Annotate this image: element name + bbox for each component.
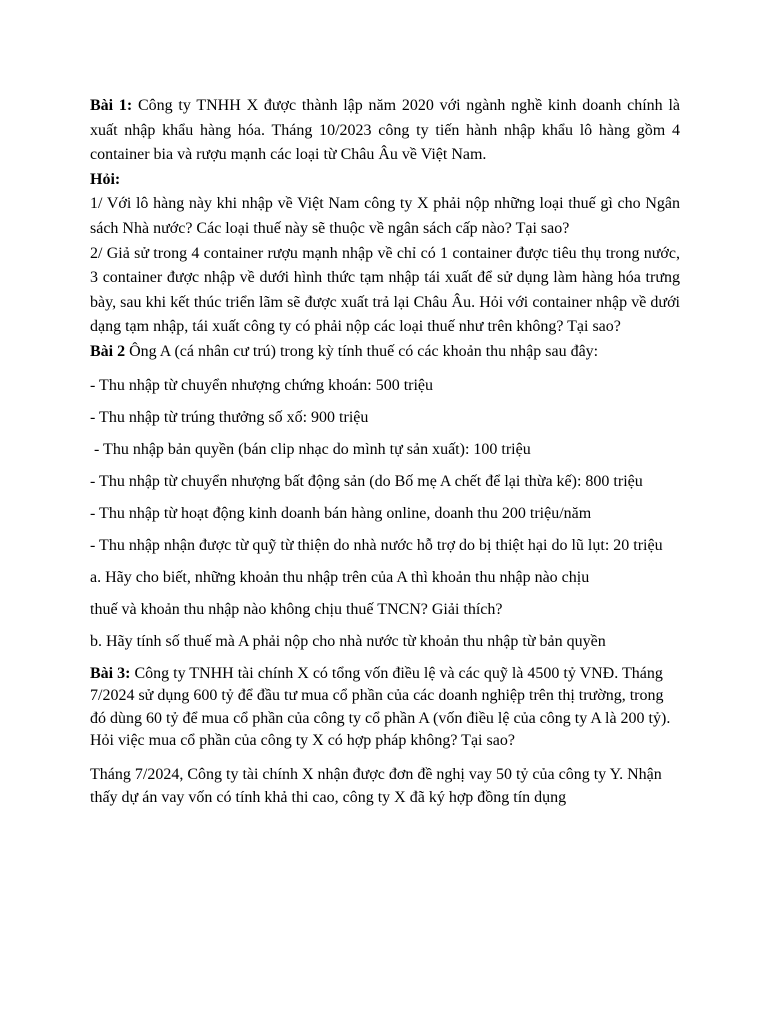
bai3-label: Bài 3: [90,664,131,682]
bai1-paragraph [90,94,680,168]
bai1-text: Công ty TNHH X được thành lập năm 2020 với ngành nghề kinh doanh chính là xuất nhập khẩu hàng hóa. Tháng 10/2023 công ty tiến hành nhập khẩu lô hàng gồm 4 container bia và rượu mạnh các loại từ Châu Âu về Việt Nam. [90,97,680,164]
bai2-question-a-line1: a. Hãy cho biết, những khoản thu nhập trên của A thì khoản thu nhập nào chịu [90,568,590,586]
bai2-item-online-business: - Thu nhập từ hoạt động kinh doanh bán hàng online, doanh thu 200 triệu/năm [90,504,592,522]
bai2-item-real-estate: - Thu nhập từ chuyển nhượng bất động sản (do Bố mẹ A chết để lại thừa kế): 800 triệu [90,472,643,490]
bai1-question-1: 1/ Với lô hàng này khi nhập về Việt Nam công ty X phải nộp những loại thuế gì cho Ngân sách Nhà nước? Các loại thuế này sẽ thuộc về ngân sách cấp nào? Tại sao? [90,195,680,237]
bai3-text: Công ty TNHH tài chính X có tổng vốn điều lệ và các quỹ là 4500 tỷ VNĐ. Tháng 7/2024 sử dụng 600 tỷ để đầu tư mua cổ phần của các doanh nghiệp trên thị trường, trong đó dùng 60 tỷ để mua cổ phần của công ty cổ phần A (vốn điều lệ của công ty A là 200 tỷ). Hỏi việc mua cổ phần của công ty X có hợp pháp không? Tại sao? [90,664,671,750]
bai3-paragraph [90,663,680,753]
bai1-label: Bài 1: [90,97,133,114]
bai1-question-2: 2/ Giả sử trong 4 container rượu mạnh nhập về chỉ có 1 container được tiêu thụ trong nước, 3 container được nhập về dưới hình thức tạm nhập tái xuất để sử dụng làm hàng hóa trưng bày, sau khi kết thúc triển lãm sẽ được xuất trả lại Châu Âu. Hỏi với container nhập về dưới dạng tạm nhập, tái xuất công ty có phải nộp các loại thuế như trên không? Tại sao? [90,244,680,336]
bai2-intro-paragraph [90,340,680,365]
bai2-label: Bài 2 [90,342,126,360]
hoi-heading [90,168,680,193]
bai2-item-lottery: - Thu nhập từ trúng thưởng số xố: 900 triệu [90,408,369,426]
bai3-paragraph-2: Tháng 7/2024, Công ty tài chính X nhận được đơn đề nghị vay 50 tỷ của công ty Y. Nhận thấy dự án vay vốn có tính khả thi cao, công ty X đã ký hợp đồng tín dụng [90,765,662,806]
bai2-intro: Ông A (cá nhân cư trú) trong kỳ tính thuế có các khoản thu nhập sau đây: [125,342,599,360]
bai2-item-stock: - Thu nhập từ chuyển nhượng chứng khoán: 500 triệu [90,376,434,394]
bai2-question-b: b. Hãy tính số thuế mà A phải nộp cho nhà nước từ khoản thu nhập từ bản quyền [90,632,606,650]
bai2-item-charity: - Thu nhập nhận được từ quỹ từ thiện do nhà nước hỗ trợ do bị thiệt hại do lũ lụt: 20 triệu [90,536,663,554]
hoi-label: Hỏi: [90,170,121,188]
bai2-item-copyright: - Thu nhập bản quyền (bán clip nhạc do mình tự sản xuất): 100 triệu [90,440,531,458]
bai2-question-a-line2: thuế và khoản thu nhập nào không chịu thuế TNCN? Giải thích? [90,600,503,618]
